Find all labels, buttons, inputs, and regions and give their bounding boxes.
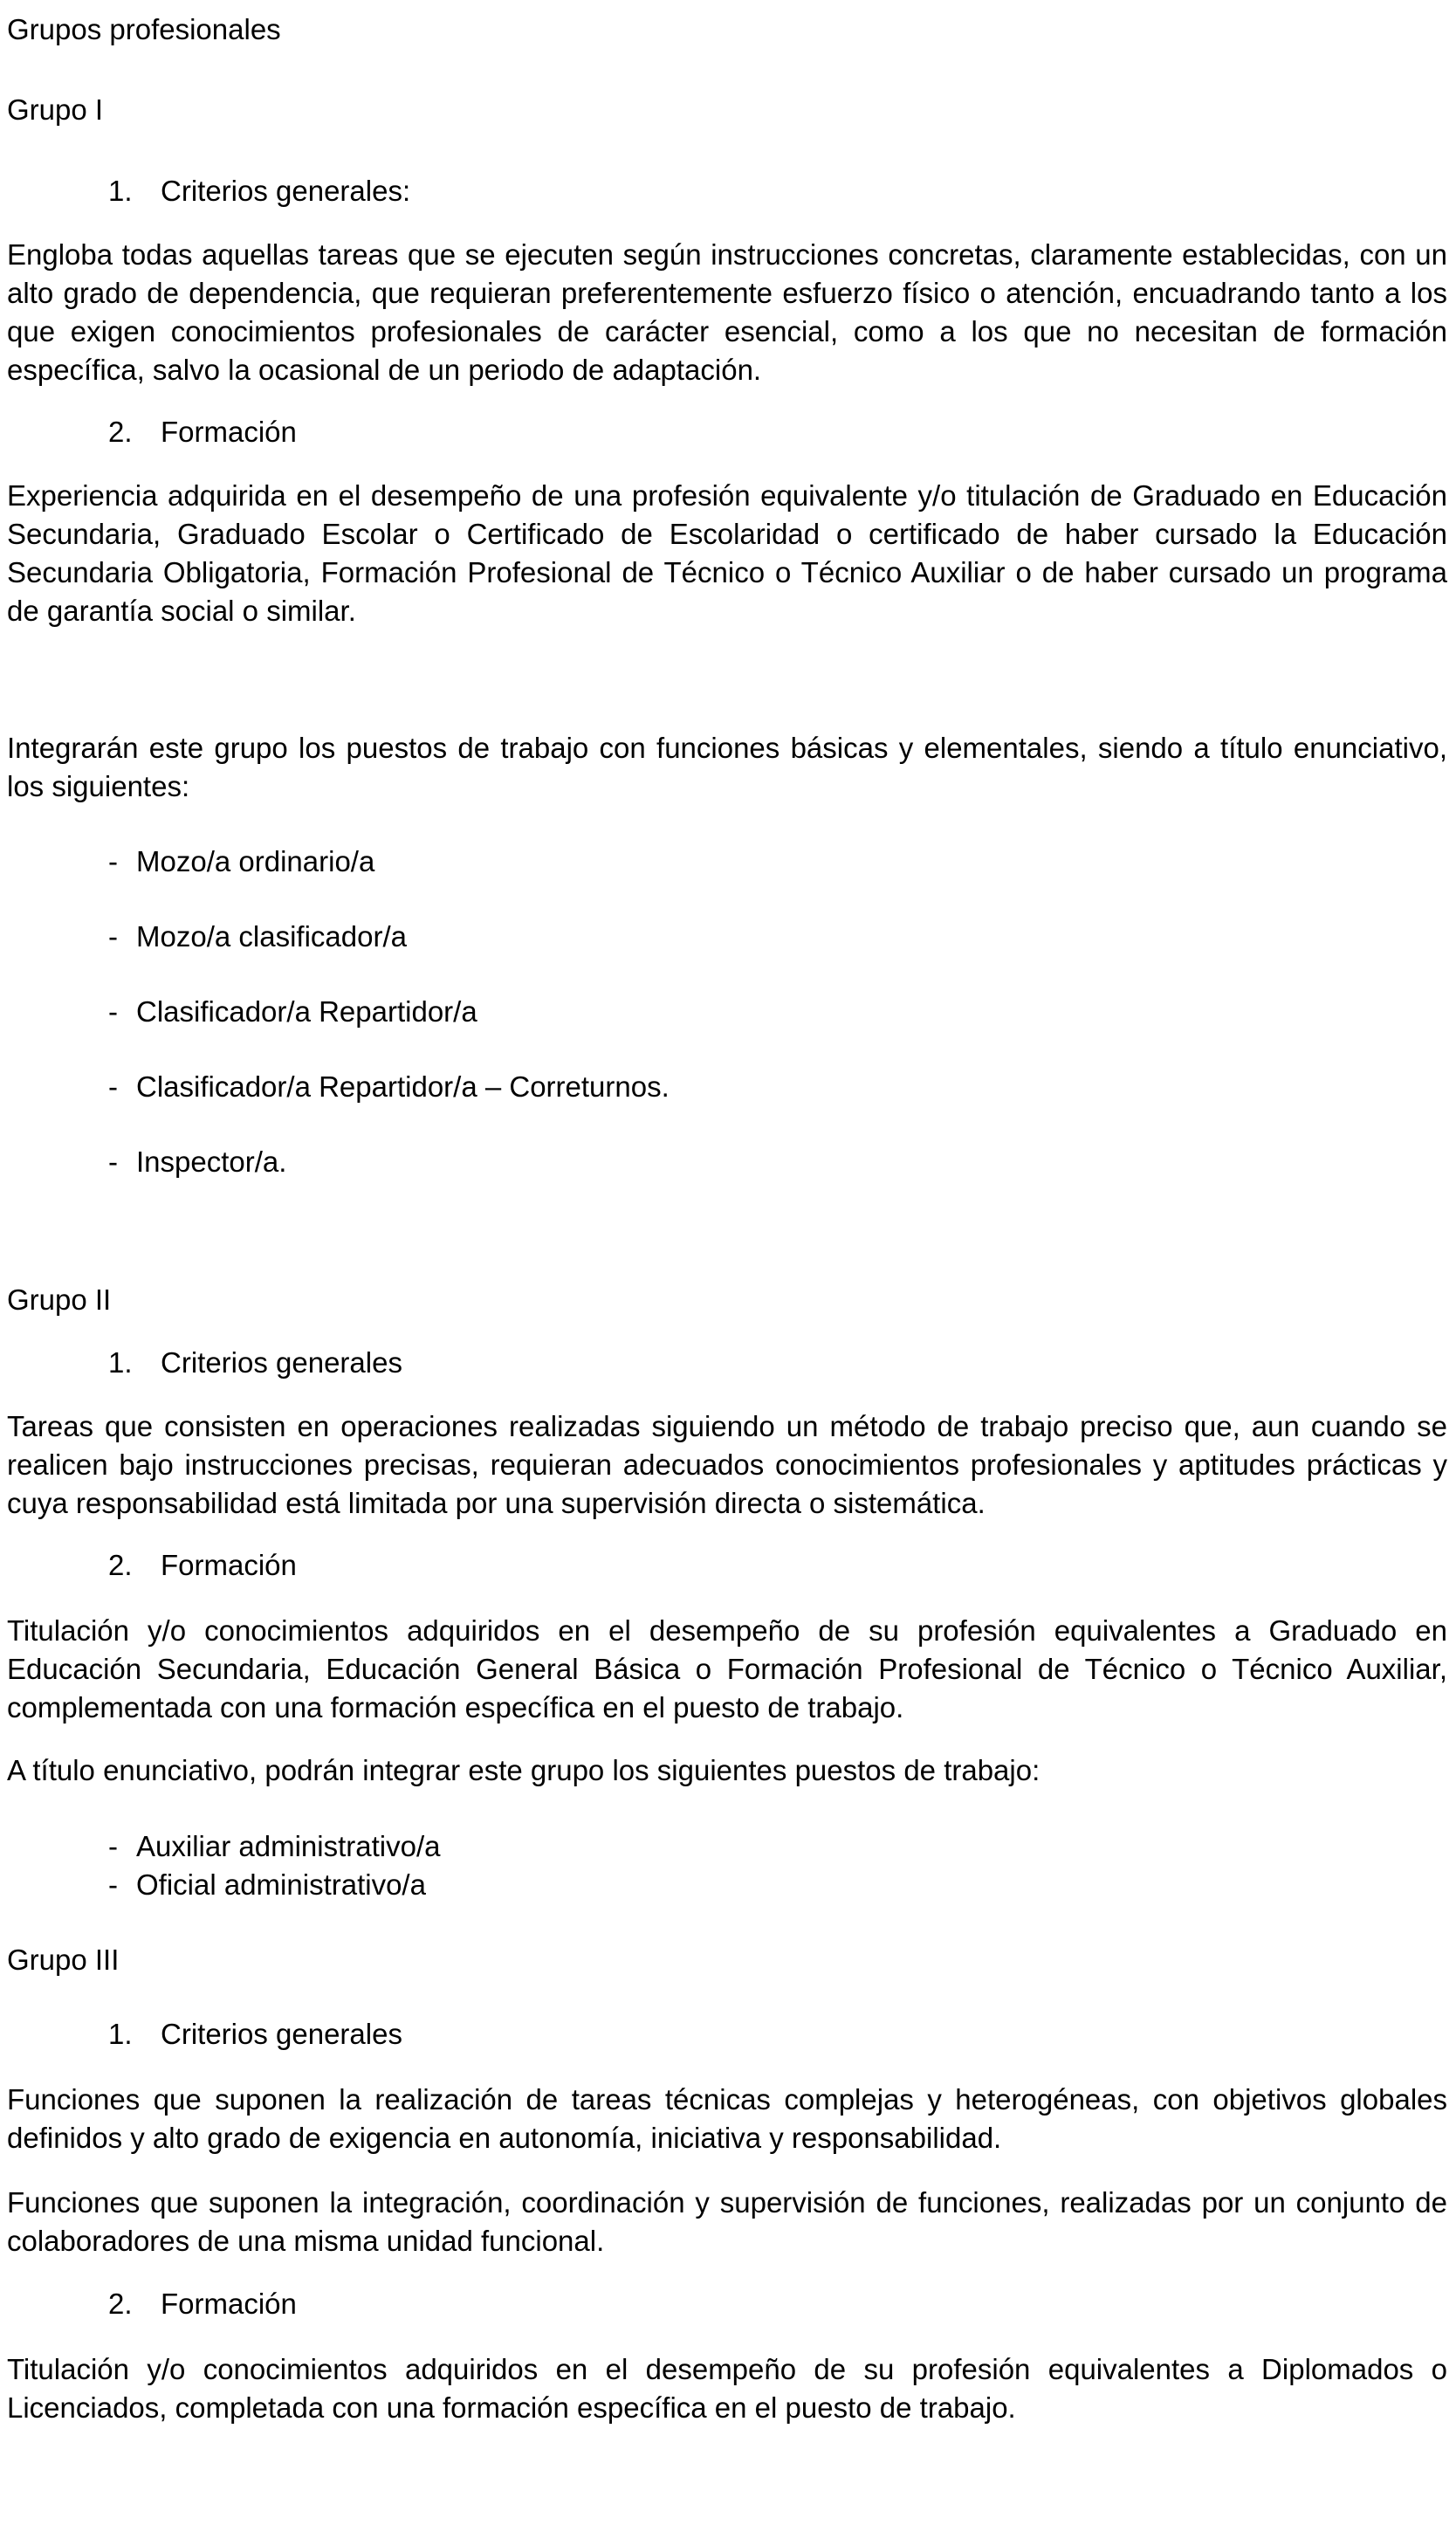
grupo-2-integran-text: A título enunciativo, podrán integrar este grupo los siguientes puestos de trabajo: xyxy=(7,1754,1040,1786)
list-number: 2. xyxy=(108,1549,133,1581)
grupo-1-integran-text: Integrarán este grupo los puestos de trabajo con funciones básicas y elementales, siendo a título enunciativo, los siguientes: xyxy=(7,732,1447,802)
list-label: Formación xyxy=(161,416,297,448)
grupo-1-criterios-item xyxy=(7,172,1447,210)
list-number: 2. xyxy=(108,416,133,448)
bullet-dash: - xyxy=(108,1830,118,1862)
bullet-dash: - xyxy=(108,920,118,953)
list-number: 2. xyxy=(108,2288,133,2320)
list-number: 1. xyxy=(108,1346,133,1379)
list-item: - Clasificador/a Repartidor/a – Correturnos. xyxy=(7,1068,1447,1106)
bullet-dash: - xyxy=(108,845,118,877)
list-item: - Mozo/a ordinario/a xyxy=(7,843,1447,881)
grupo-3-criterios-text-b: Funciones que suponen la integración, coordinación y supervisión de funciones, realizadas por un conjunto de colaboradores de una misma unidad funcional. xyxy=(7,2186,1447,2257)
document-title: Grupos profesionales xyxy=(7,13,281,45)
grupo-3-formacion-item xyxy=(7,2285,1447,2323)
list-item: - Clasificador/a Repartidor/a xyxy=(7,993,1447,1031)
list-label: Formación xyxy=(161,2288,297,2320)
grupo-2-heading: Grupo II xyxy=(7,1283,112,1316)
grupo-3-formacion-text: Titulación y/o conocimientos adquiridos en el desempeño de su profesión equivalentes a Diplomados o Licenciados, completada con una formación específica en el puesto de trabajo. xyxy=(7,2353,1447,2424)
bullet-dash: - xyxy=(108,1868,118,1901)
list-label: Criterios generales xyxy=(161,2018,402,2050)
grupo-2-formacion-item xyxy=(7,1546,1447,1585)
bullet-dash: - xyxy=(108,1146,118,1178)
list-label: Criterios generales xyxy=(161,1346,402,1379)
list-item: - Oficial administrativo/a xyxy=(7,1866,1447,1904)
grupo-3-criterios-item xyxy=(7,2015,1447,2054)
grupo-3-heading: Grupo III xyxy=(7,1944,120,1976)
grupo-1-formacion-text: Experiencia adquirida en el desempeño de una profesión equivalente y/o titulación de Graduado en Educación Secundaria, Graduado Escolar o Certificado de Escolaridad o certificado de haber cursado la Educación Secundaria Obligatoria, Formación Profesional de Técnico o Técnico Auxiliar o de haber cursado un programa de garantía social o similar. xyxy=(7,479,1447,627)
grupo-2-formacion-text: Titulación y/o conocimientos adquiridos en el desempeño de su profesión equivalentes a Graduado en Educación Secundaria, Educación General Básica o Formación Profesional de Técnico o Técnico Auxiliar, complementada con una formación específica en el puesto de trabajo. xyxy=(7,1614,1447,1723)
list-item: - Auxiliar administrativo/a xyxy=(7,1827,1447,1866)
list-number: 1. xyxy=(108,175,133,207)
bullet-dash: - xyxy=(108,1070,118,1103)
list-label: Criterios generales: xyxy=(161,175,411,207)
list-item: - Inspector/a. xyxy=(7,1143,1447,1181)
document-page xyxy=(7,10,1447,2427)
grupo-2-criterios-item xyxy=(7,1344,1447,1382)
grupo-1-criterios-text: Engloba todas aquellas tareas que se ejecuten según instrucciones concretas, claramente establecidas, con un alto grado de dependencia, que requieran preferentemente esfuerzo físico o atención, encuadrando tanto a los que exigen conocimientos profesionales de carácter esencial, como a los que no necesitan de formación específica, salvo la ocasional de un periodo de adaptación. xyxy=(7,238,1447,386)
list-number: 1. xyxy=(108,2018,133,2050)
list-item: - Mozo/a clasificador/a xyxy=(7,918,1447,956)
grupo-2-criterios-text: Tareas que consisten en operaciones realizadas siguiendo un método de trabajo preciso que, aun cuando se realicen bajo instrucciones precisas, requieran adecuados conocimientos profesionales y aptitudes prácticas y cuya responsabilidad está limitada por una supervisión directa o sistemática. xyxy=(7,1410,1447,1519)
list-label: Formación xyxy=(161,1549,297,1581)
grupo-3-criterios-text-a: Funciones que suponen la realización de tareas técnicas complejas y heterogéneas, con objetivos globales definidos y alto grado de exigencia en autonomía, iniciativa y responsabilidad. xyxy=(7,2083,1447,2154)
grupo-1-formacion-item xyxy=(7,413,1447,451)
bullet-dash: - xyxy=(108,995,118,1028)
grupo-1-heading: Grupo I xyxy=(7,93,104,126)
